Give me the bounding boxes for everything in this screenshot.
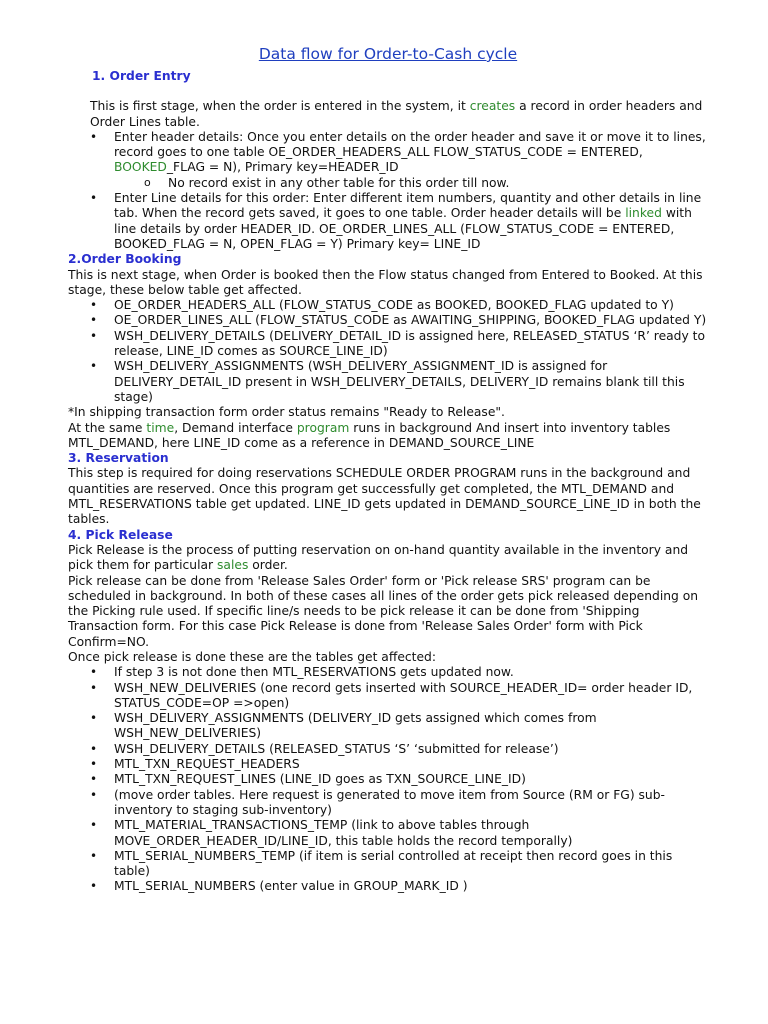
demand-interface-paragraph	[68, 421, 708, 452]
link-time[interactable]: time	[146, 420, 175, 435]
text: Enter header details: Once you enter details on the order header and save it or move it to lines, record goes to one table OE_ORDER_HEADERS_ALL FLOW_STATUS_CODE = ENTERED,	[114, 129, 706, 160]
pick-release-paragraph: Pick release can be done from 'Release Sales Order' form or 'Pick release SRS' program can be scheduled in background. In both of these cases all lines of the order gets pick released depending on the Picking rule used. If specific line/s needs to be pick release it can be done from 'Shipping Transaction form. For this case Pick Release is done from 'Release Sales Order' form with Pick Confirm=NO.	[68, 573, 699, 649]
text: , Demand interface	[174, 420, 297, 435]
list-item: • MTL_MATERIAL_TRANSACTIONS_TEMP (link to above tables through MOVE_ORDER_HEADER_ID/LINE_ID, this table holds the record temporally)	[90, 818, 708, 849]
section-heading-order-booking: 2.Order Booking	[68, 252, 182, 267]
order-booking-list	[68, 298, 708, 405]
link-program[interactable]: program	[296, 420, 350, 435]
link-booked[interactable]: BOOKED	[114, 160, 167, 175]
list-item	[90, 130, 708, 191]
list-item: • MTL_SERIAL_NUMBERS_TEMP (if item is serial controlled at receipt then record goes in this table)	[90, 849, 708, 880]
list-item	[90, 191, 708, 252]
shipping-note: *In shipping transaction form order status remains "Ready to Release".	[68, 405, 505, 420]
link-linked[interactable]: linked	[625, 206, 662, 221]
pick-release-tables-intro: Once pick release is done these are the tables get affected:	[68, 649, 436, 664]
reservation-paragraph: This step is required for doing reservations SCHEDULE ORDER PROGRAM runs in the background and quantities are reserved. Once this program get successfully get completed, the MTL_DEMAND and MTL_RESERVATIONS table get updated. LINE_ID gets updated in DEMAND_SOURCE_LINE_ID in both the tables.	[68, 466, 701, 527]
document-page	[68, 44, 708, 895]
list-item: • If step 3 is not done then MTL_RESERVATIONS gets updated now.	[90, 665, 708, 680]
section-heading-reservation: 3. Reservation	[68, 451, 169, 466]
sub-list-item: o No record exist in any other table for this order till now.	[144, 176, 708, 191]
list-item: • MTL_SERIAL_NUMBERS (enter value in GROUP_MARK_ID )	[90, 879, 708, 894]
list-item: • (move order tables. Here request is generated to move item from Source (RM or FG) sub-inventory to staging sub-inventory)	[90, 788, 708, 819]
list-item: • WSH_DELIVERY_ASSIGNMENTS (DELIVERY_ID gets assigned which comes from WSH_NEW_DELIVERIES)	[90, 711, 708, 742]
section-heading-pick-release: 4. Pick Release	[68, 527, 173, 542]
text: This is first stage, when the order is entered in the system, it	[90, 99, 470, 114]
pick-release-intro	[68, 543, 708, 574]
text: Pick Release is the process of putting reservation on on-hand quantity available in the inventory and pick them for particular	[68, 542, 689, 573]
text: a record in order headers and Order Lines table.	[90, 99, 703, 129]
text: _FLAG = N), Primary key=HEADER_ID	[166, 160, 399, 175]
section-heading-order-entry: 1. Order Entry	[92, 69, 191, 83]
list-item: • WSH_DELIVERY_DETAILS (DELIVERY_DETAIL_ID is assigned here, RELEASED_STATUS ‘R’ ready to release, LINE_ID comes as SOURCE_LINE_ID)	[90, 329, 708, 360]
pick-release-list	[68, 665, 708, 894]
list-item: • MTL_TXN_REQUEST_HEADERS	[90, 757, 708, 772]
link-sales[interactable]: sales	[217, 558, 249, 573]
text: Enter Line details for this order: Enter different item numbers, quantity and other details in line tab. When the record gets saved, it goes to one table. Order header details will be	[114, 191, 702, 221]
list-item: • MTL_TXN_REQUEST_LINES (LINE_ID goes as TXN_SOURCE_LINE_ID)	[90, 772, 708, 787]
list-item: • WSH_NEW_DELIVERIES (one record gets inserted with SOURCE_HEADER_ID= order header ID, STATUS_CODE=OP =>open)	[90, 681, 708, 712]
text: runs in background And insert into inventory tables MTL_DEMAND, here LINE_ID come as a reference in DEMAND_SOURCE_LINE	[68, 420, 671, 450]
order-booking-intro: This is next stage, when Order is booked then the Flow status changed from Entered to Booked. At this stage, these below table get affected.	[68, 267, 703, 297]
document-title: Data flow for Order-to-Cash cycle	[258, 45, 518, 63]
order-entry-list	[68, 130, 708, 252]
sub-list	[114, 176, 708, 191]
list-item: • OE_ORDER_LINES_ALL (FLOW_STATUS_CODE as AWAITING_SHIPPING, BOOKED_FLAG updated Y)	[90, 313, 708, 328]
text: order.	[248, 558, 288, 573]
list-item: • OE_ORDER_HEADERS_ALL (FLOW_STATUS_CODE as BOOKED, BOOKED_FLAG updated to Y)	[90, 298, 708, 313]
text: with line details by order HEADER_ID. OE_ORDER_LINES_ALL (FLOW_STATUS_CODE = ENTERED, BOOKED_FLAG = N, OPEN_FLAG = Y) Primary key= LINE_ID	[114, 206, 692, 251]
text: At the same	[68, 420, 147, 435]
list-item: • WSH_DELIVERY_ASSIGNMENTS (WSH_DELIVERY_ASSIGNMENT_ID is assigned for DELIVERY_DETAIL_ID present in WSH_DELIVERY_DETAILS, DELIVERY_ID remains blank till this stage)	[90, 359, 708, 405]
list-item: • WSH_DELIVERY_DETAILS (RELEASED_STATUS ‘S’ ‘submitted for release’)	[90, 742, 708, 757]
link-creates[interactable]: creates	[469, 99, 516, 114]
order-entry-intro	[68, 99, 708, 130]
